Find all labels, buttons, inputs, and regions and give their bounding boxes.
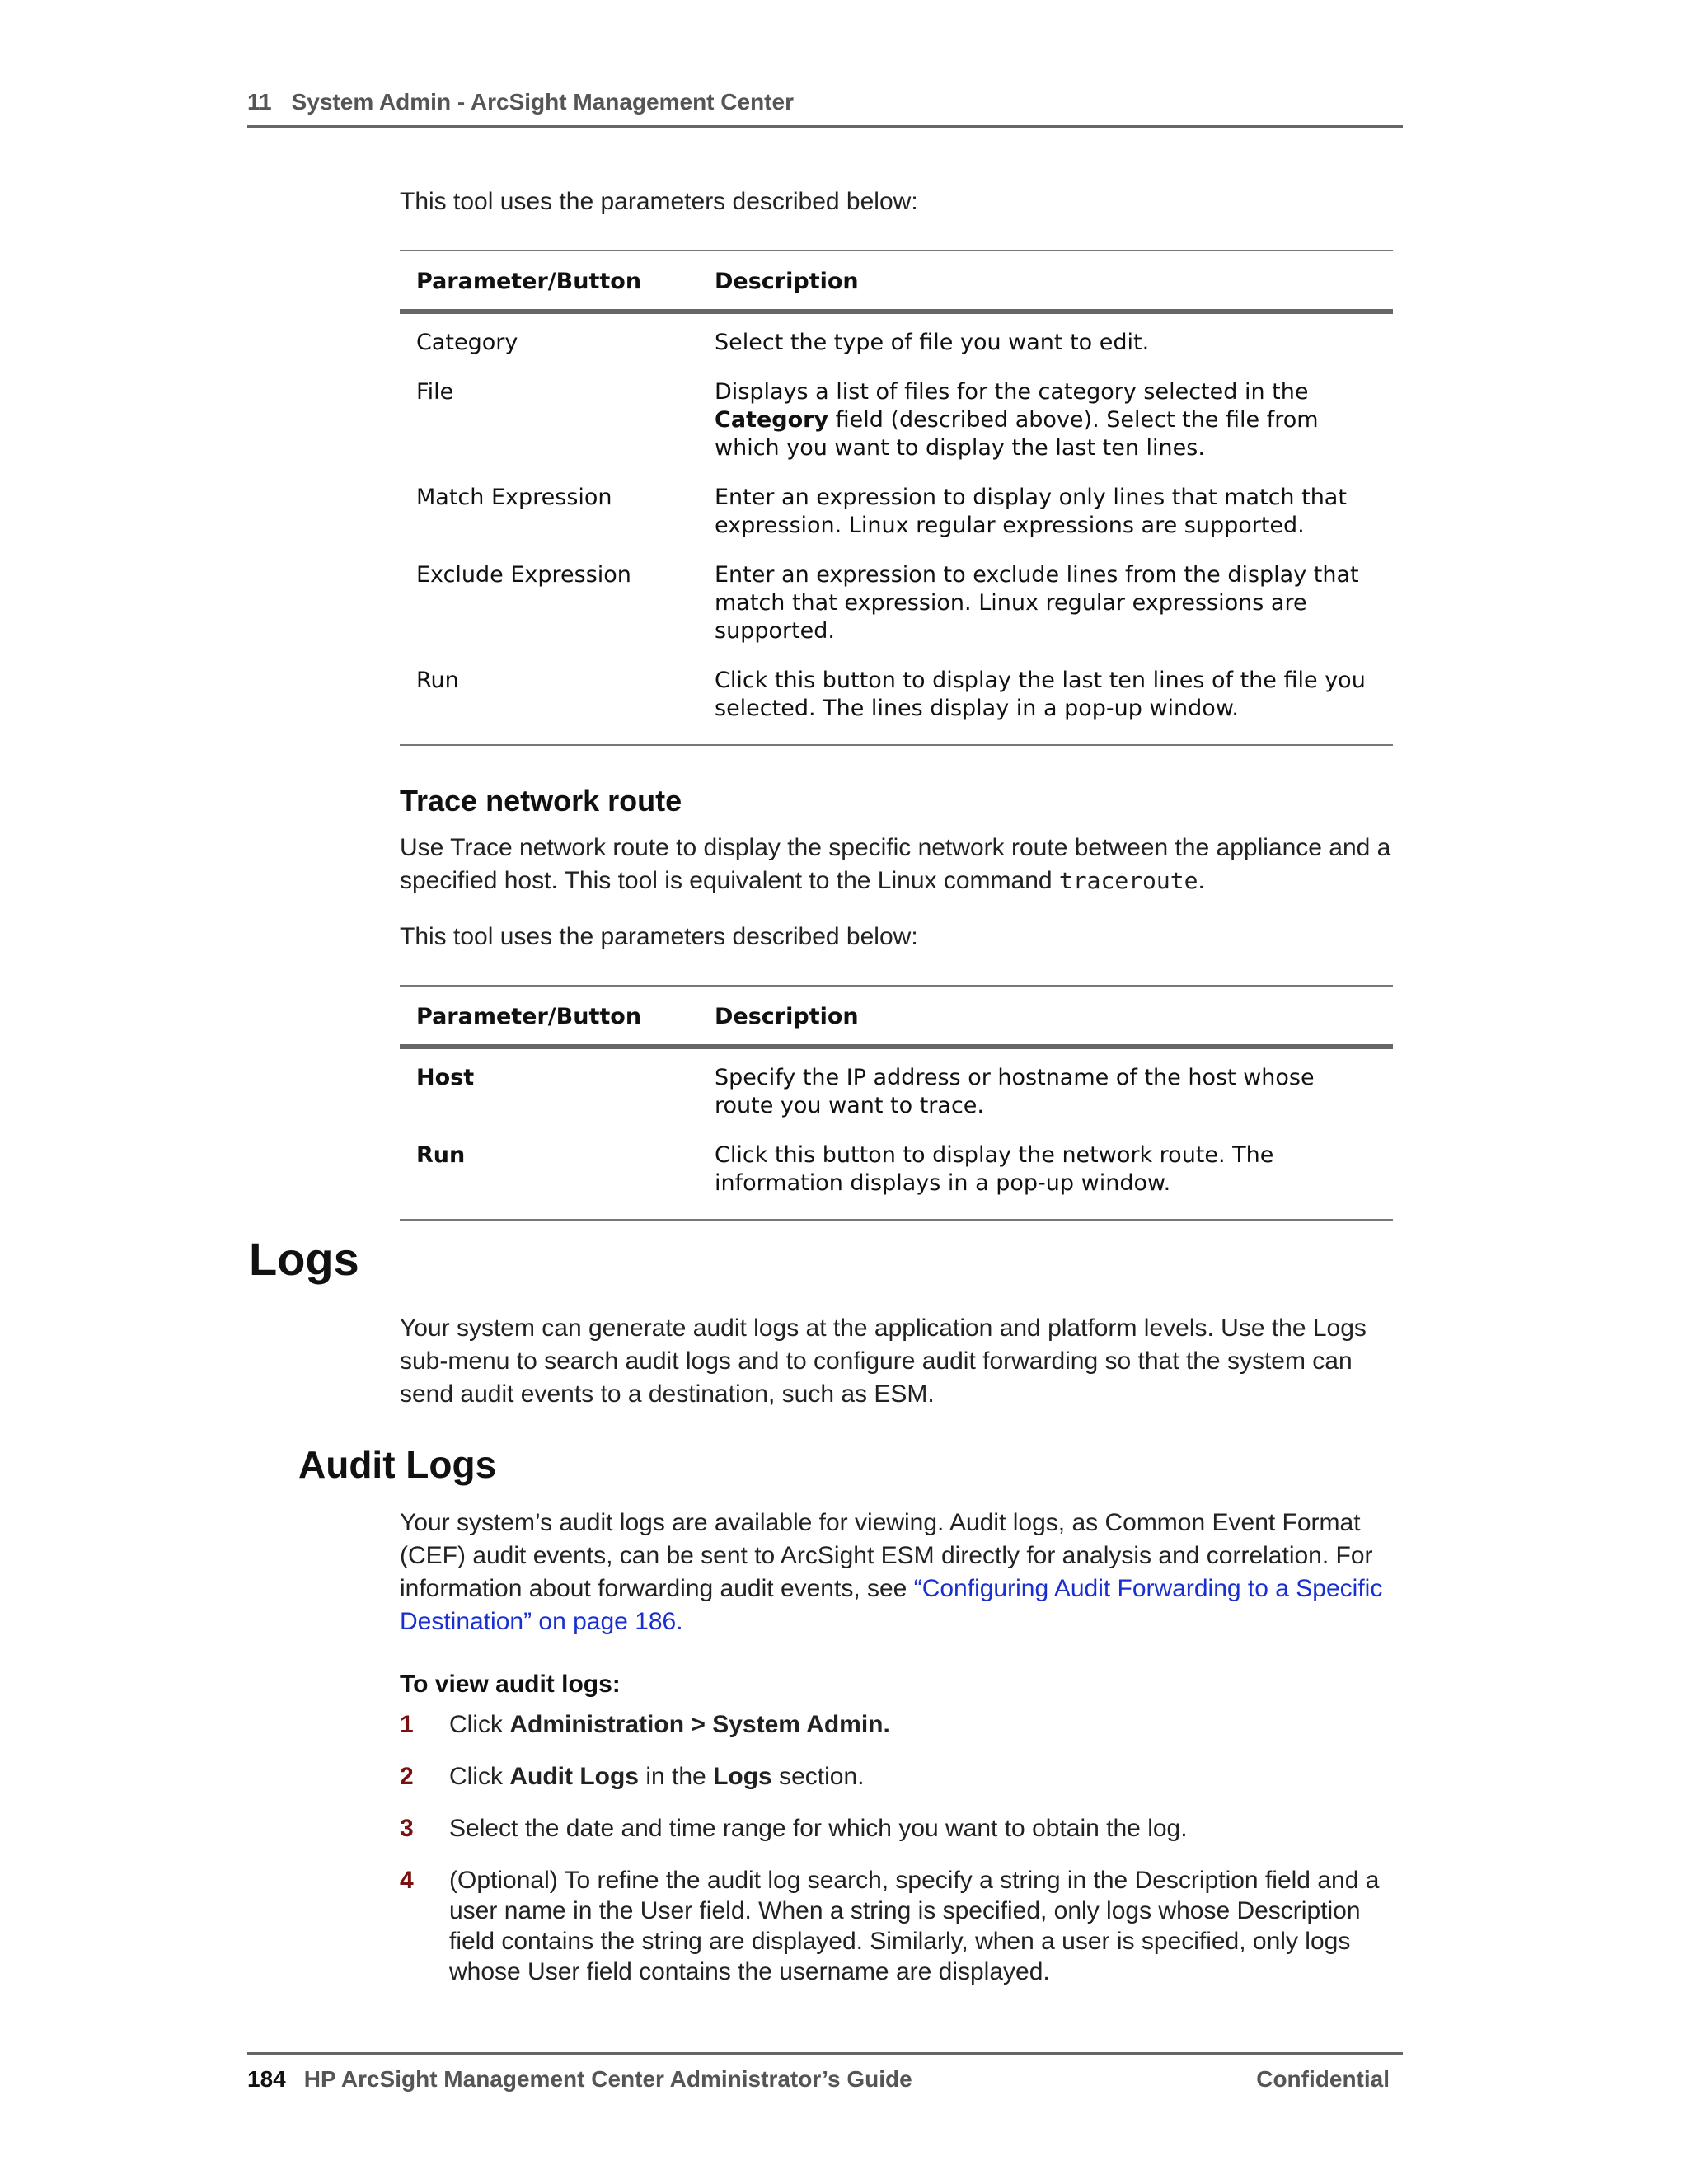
trace-intro: This tool uses the parameters described below: <box>400 923 918 950</box>
desc-cell: Click this button to display the network route. The information displays in a pop-up window. <box>715 1142 1274 1196</box>
param-cell: Run <box>416 1142 466 1168</box>
col-header-desc: Description <box>698 251 1393 312</box>
table-header-row <box>400 986 1393 1047</box>
table-row <box>400 312 1393 378</box>
desc-text: field (described above). Select the file from which you want to display the last ten lines. <box>715 407 1319 461</box>
param-cell: Match Expression <box>416 485 612 510</box>
table-row <box>400 1047 1393 1141</box>
trace-paragraph <box>400 832 1393 898</box>
step-text: Click <box>449 1763 503 1790</box>
guide-title: HP ArcSight Management Center Administrator’s Guide <box>303 2066 912 2092</box>
audit-heading: Audit Logs <box>298 1443 497 1486</box>
step-bold: Logs <box>713 1763 772 1790</box>
configuring-audit-forwarding-link[interactable]: “Configuring Audit Forwarding to a Specific Destination” on page 186 <box>400 1575 1383 1635</box>
file-params-table <box>400 250 1393 746</box>
desc-cell: Select the type of file you want to edit. <box>715 330 1150 355</box>
desc-cell <box>698 378 1393 484</box>
trace-para-text: Use Trace network route to display the specific network route between the appliance and a specified host. This tool is equivalent to the Linux command <box>400 834 1391 894</box>
desc-text: Displays a list of files for the category selected in the <box>715 379 1309 405</box>
section1-intro: This tool uses the parameters described below: <box>400 188 918 215</box>
chapter-number: 11 <box>247 89 272 115</box>
desc-cell: Click this button to display the last ten lines of the file you selected. The lines display in a pop-up window. <box>715 668 1366 721</box>
step-bold: Administration > System Admin. <box>509 1711 890 1738</box>
procedure-title: To view audit logs: <box>400 1671 621 1698</box>
param-cell: Host <box>416 1065 475 1090</box>
chapter-title: System Admin - ArcSight Management Center <box>291 89 794 115</box>
procedure-steps <box>400 1709 1393 1987</box>
logs-paragraph: Your system can generate audit logs at the application and platform levels. Use the Logs sub-menu to search audit logs and to configure audit forwarding so that the system can send audit events to a destination, such as ESM. <box>400 1315 1367 1408</box>
table-row <box>400 484 1393 561</box>
step-text: Click <box>449 1711 503 1738</box>
param-cell: Exclude Expression <box>416 562 631 588</box>
logs-heading: Logs <box>249 1233 359 1285</box>
col-header-param: Parameter/Button <box>400 986 698 1047</box>
step-text: section. <box>779 1763 865 1790</box>
trace-heading: Trace network route <box>400 784 682 818</box>
audit-paragraph <box>400 1507 1393 1638</box>
step-number: 4 <box>400 1867 414 1894</box>
table-row <box>400 378 1393 484</box>
step-number: 1 <box>400 1711 414 1738</box>
desc-cell: Enter an expression to display only lines that match that expression. Linux regular expressions are supported. <box>715 485 1347 538</box>
step-text: in the <box>645 1763 706 1790</box>
audit-section <box>400 1507 1393 2008</box>
traceroute-code: traceroute <box>1058 867 1198 894</box>
step-text: (Optional) To refine the audit log search, specify a string in the Description field and a user name in the User field. When a string is specified, only logs whose Description field contains the string are displayed. Similarly, when a user is specified, only logs whose User field contains the username are displayed. <box>449 1867 1380 1985</box>
trace-para-end: . <box>1198 867 1205 894</box>
table-row <box>400 561 1393 667</box>
desc-bold: Category <box>715 407 829 433</box>
table-row <box>400 1141 1393 1220</box>
param-cell: Category <box>416 330 518 355</box>
trace-params-table <box>400 985 1393 1221</box>
desc-cell: Enter an expression to exclude lines from the display that match that expression. Linux regular expressions are supported. <box>715 562 1359 644</box>
list-item <box>400 1865 1393 1987</box>
table-header-row <box>400 251 1393 312</box>
step-text: Select the date and time range for which you want to obtain the log. <box>449 1815 1188 1842</box>
col-header-desc: Description <box>698 986 1393 1047</box>
table-row <box>400 667 1393 745</box>
list-item <box>400 1761 1393 1792</box>
param-cell: Run <box>416 668 459 693</box>
param-cell: File <box>416 379 454 405</box>
list-item <box>400 1709 1393 1740</box>
step-bold: Audit Logs <box>509 1763 639 1790</box>
audit-para-text: Your system’s audit logs are available for viewing. Audit logs, as Common Event Format (CEF) audit events, can be sent to ArcSight ESM directly for analysis and correlation. For information about forwarding audit events, see <box>400 1509 1373 1602</box>
page-number: 184 <box>247 2066 286 2092</box>
page-footer <box>247 2052 1403 2093</box>
desc-cell: Specify the IP address or hostname of the host whose route you want to trace. <box>715 1065 1315 1118</box>
content-column <box>400 185 1393 1221</box>
list-item <box>400 1813 1393 1844</box>
page-header <box>247 89 1403 128</box>
audit-para-end: . <box>676 1608 683 1635</box>
step-number: 3 <box>400 1815 414 1842</box>
confidential-label: Confidential <box>1256 2066 1390 2092</box>
step-number: 2 <box>400 1763 414 1790</box>
col-header-param: Parameter/Button <box>400 251 698 312</box>
